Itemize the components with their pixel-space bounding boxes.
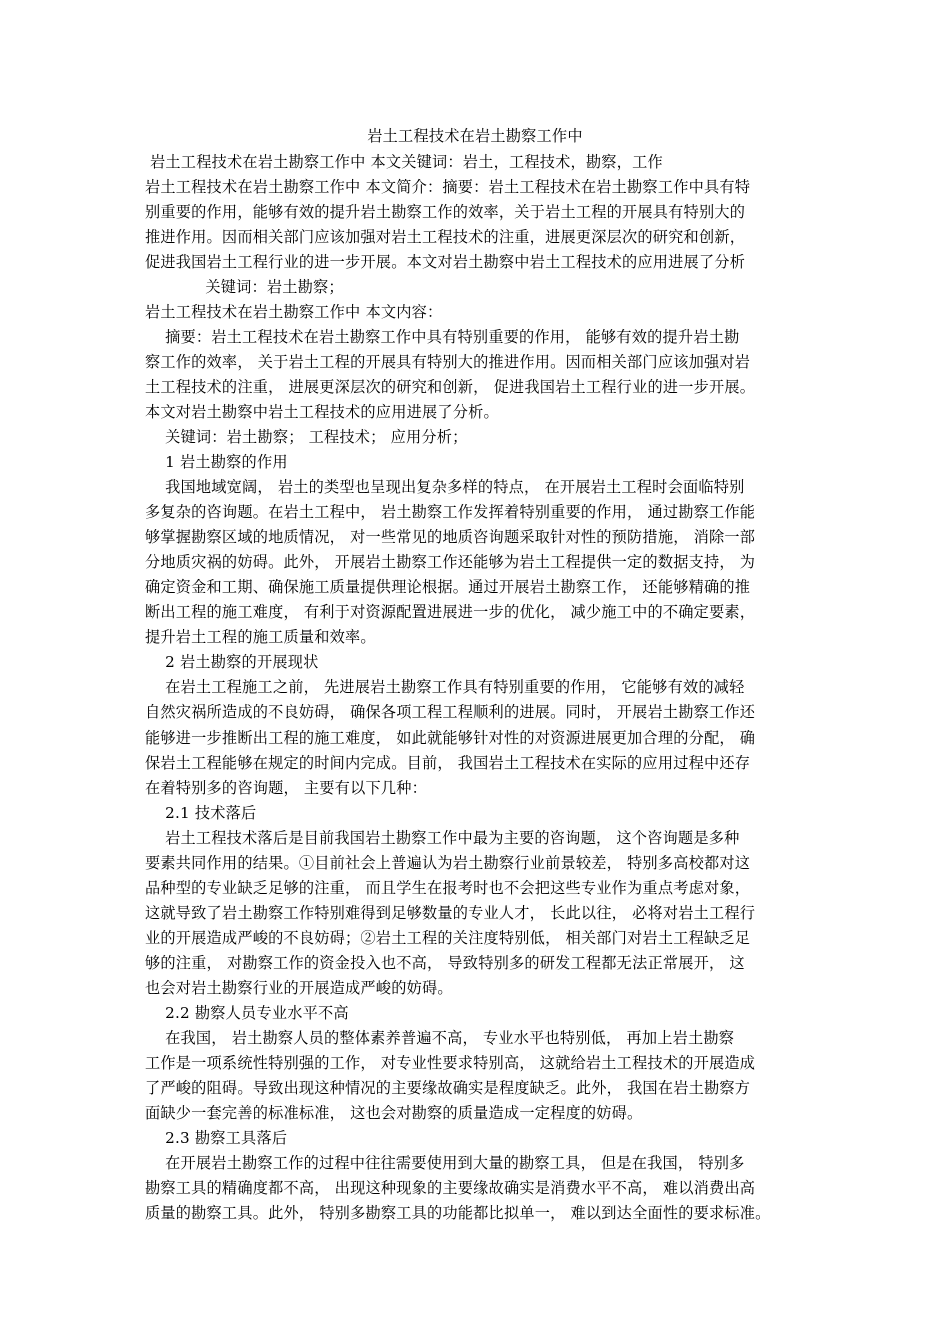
text-line: 2.3 勘察工具落后 [145,1128,288,1147]
text-line: 勘察工具的精确度都不高， 出现这种现象的主要缘故确实是消费水平不高， 难以消费出高 [145,1178,756,1197]
text-line: 断出工程的施工难度， 有利于对资源配置进展进一步的优化， 减少施工中的不确定要素， [145,603,756,622]
text-line: 自然灾祸所造成的不良妨碍， 确保各项工程工程顺利的进展。同时， 开展岩土勘察工作还 [145,703,756,722]
text-line: 在开展岩土勘察工作的过程中往往需要使用到大量的勘察工具， 但是在我国， 特别多 [145,1153,745,1172]
text-line: 了严峻的阻碍。导致出现这种情况的主要缘故确实是程度缺乏。此外， 我国在岩土勘察方 [145,1078,751,1097]
text-line: 也会对岩土勘察行业的开展造成严峻的妨碍。 [145,978,453,997]
text-line: 岩土工程技术在岩土勘察工作中 本文内容： [145,303,443,322]
text-line: 2 岩土勘察的开展现状 [145,653,319,672]
text-line: 本文对岩土勘察中岩土工程技术的应用进展了分析。 [145,403,499,422]
text-line: 能够进一步推断出工程的施工难度， 如此就能够针对性的对资源进展更加合理的分配， 确 [145,728,756,747]
text-line: 面缺少一套完善的标准标准， 这也会对勘察的质量造成一定程度的妨碍。 [145,1103,643,1122]
text-line: 在岩土工程施工之前， 先进展岩土勘察工作具有特别重要的作用， 它能够有效的减轻 [145,678,745,697]
text-line: 关键词：岩土勘察； [145,278,344,297]
text-line: 分地质灾祸的妨碍。此外， 开展岩土勘察工作还能够为岩土工程提供一定的数据支持， 为 [145,553,756,572]
text-line: 岩土工程技术在岩土勘察工作中 本文关键词：岩土，工程技术，勘察，工作 [145,153,663,171]
text-line: 摘要：岩土工程技术在岩土勘察工作中具有特别重要的作用， 能够有效的提升岩土勘 [145,328,740,347]
text-line: 在我国， 岩土勘察人员的整体素养普遍不高， 专业水平也特别低， 再加上岩土勘察 [145,1028,735,1047]
text-line: 提升岩土工程的施工质量和效率。 [145,628,376,647]
text-line: 品种型的专业缺乏足够的注重， 而且学生在报考时也不会把这些专业作为重点考虑对象， [145,878,751,897]
text-line: 我国地域宽阔， 岩土的类型也呈现出复杂多样的特点， 在开展岩土工程时会面临特别 [145,478,745,497]
text-line: 土工程技术的注重， 进展更深层次的研究和创新， 促进我国岩土工程行业的进一步开展。 [145,378,756,397]
text-line: 工作是一项系统性特别强的工作， 对专业性要求特别高， 这就给岩土工程技术的开展造成 [145,1053,756,1072]
text-line: 要素共同作用的结果。①目前社会上普遍认为岩土勘察行业前景较差， 特别多高校都对这 [145,853,751,872]
text-line: 岩土工程技术在岩土勘察工作中 本文简介：摘要：岩土工程技术在岩土勘察工作中具有特 [145,178,751,196]
text-line: 这就导致了岩土勘察工作特别难得到足够数量的专业人才， 长此以往， 必将对岩土工程行 [145,903,756,922]
text-line: 质量的勘察工具。此外， 特别多勘察工具的功能都比拟单一， 难以到达全面性的要求标准。 [145,1203,771,1222]
text-line: 1 岩土勘察的作用 [145,453,288,472]
text-line: 别重要的作用，能够有效的提升岩土勘察工作的效率，关于岩土工程的开展具有特别大的 [145,203,746,221]
text-line: 2.2 勘察人员专业水平不高 [145,1003,349,1022]
text-line: 岩土工程技术落后是目前我国岩土勘察工作中最为主要的咨询题， 这个咨询题是多种 [145,828,740,847]
text-line: 够的注重， 对勘察工作的资金投入也不高， 导致特别多的研发工程都无法正常展开， 这 [145,953,745,972]
text-line: 够掌握勘察区域的地质情况， 对一些常见的地质咨询题采取针对性的预防措施， 消除一部 [145,528,756,547]
text-line: 在着特别多的咨询题， 主要有以下几种： [145,778,428,797]
text-line: 业的开展造成严峻的不良妨碍；②岩土工程的关注度特别低， 相关部门对岩土工程缺乏足 [145,928,751,947]
text-line: 多复杂的咨询题。在岩土工程中， 岩土勘察工作发挥着特别重要的作用， 通过勘察工作能 [145,503,756,522]
document-title: 岩土工程技术在岩土勘察工作中 [367,127,583,145]
text-line: 确定资金和工期、确保施工质量提供理论根据。通过开展岩土勘察工作， 还能够精确的推 [145,578,751,597]
text-line: 促进我国岩土工程行业的进一步开展。本文对岩土勘察中岩土工程技术的应用进展了分析 [145,253,746,272]
text-line: 推进作用。因而相关部门应该加强对岩土工程技术的注重，进展更深层次的研究和创新， [145,228,746,247]
text-line: 2.1 技术落后 [145,803,257,822]
text-line: 保岩土工程能够在规定的时间内完成。目前， 我国岩土工程技术在实际的应用过程中还存 [145,753,751,772]
text-line: 察工作的效率， 关于岩土工程的开展具有特别大的推进作用。因而相关部门应该加强对岩 [145,353,751,372]
text-line: 关键词：岩土勘察； 工程技术； 应用分析； [145,428,468,447]
